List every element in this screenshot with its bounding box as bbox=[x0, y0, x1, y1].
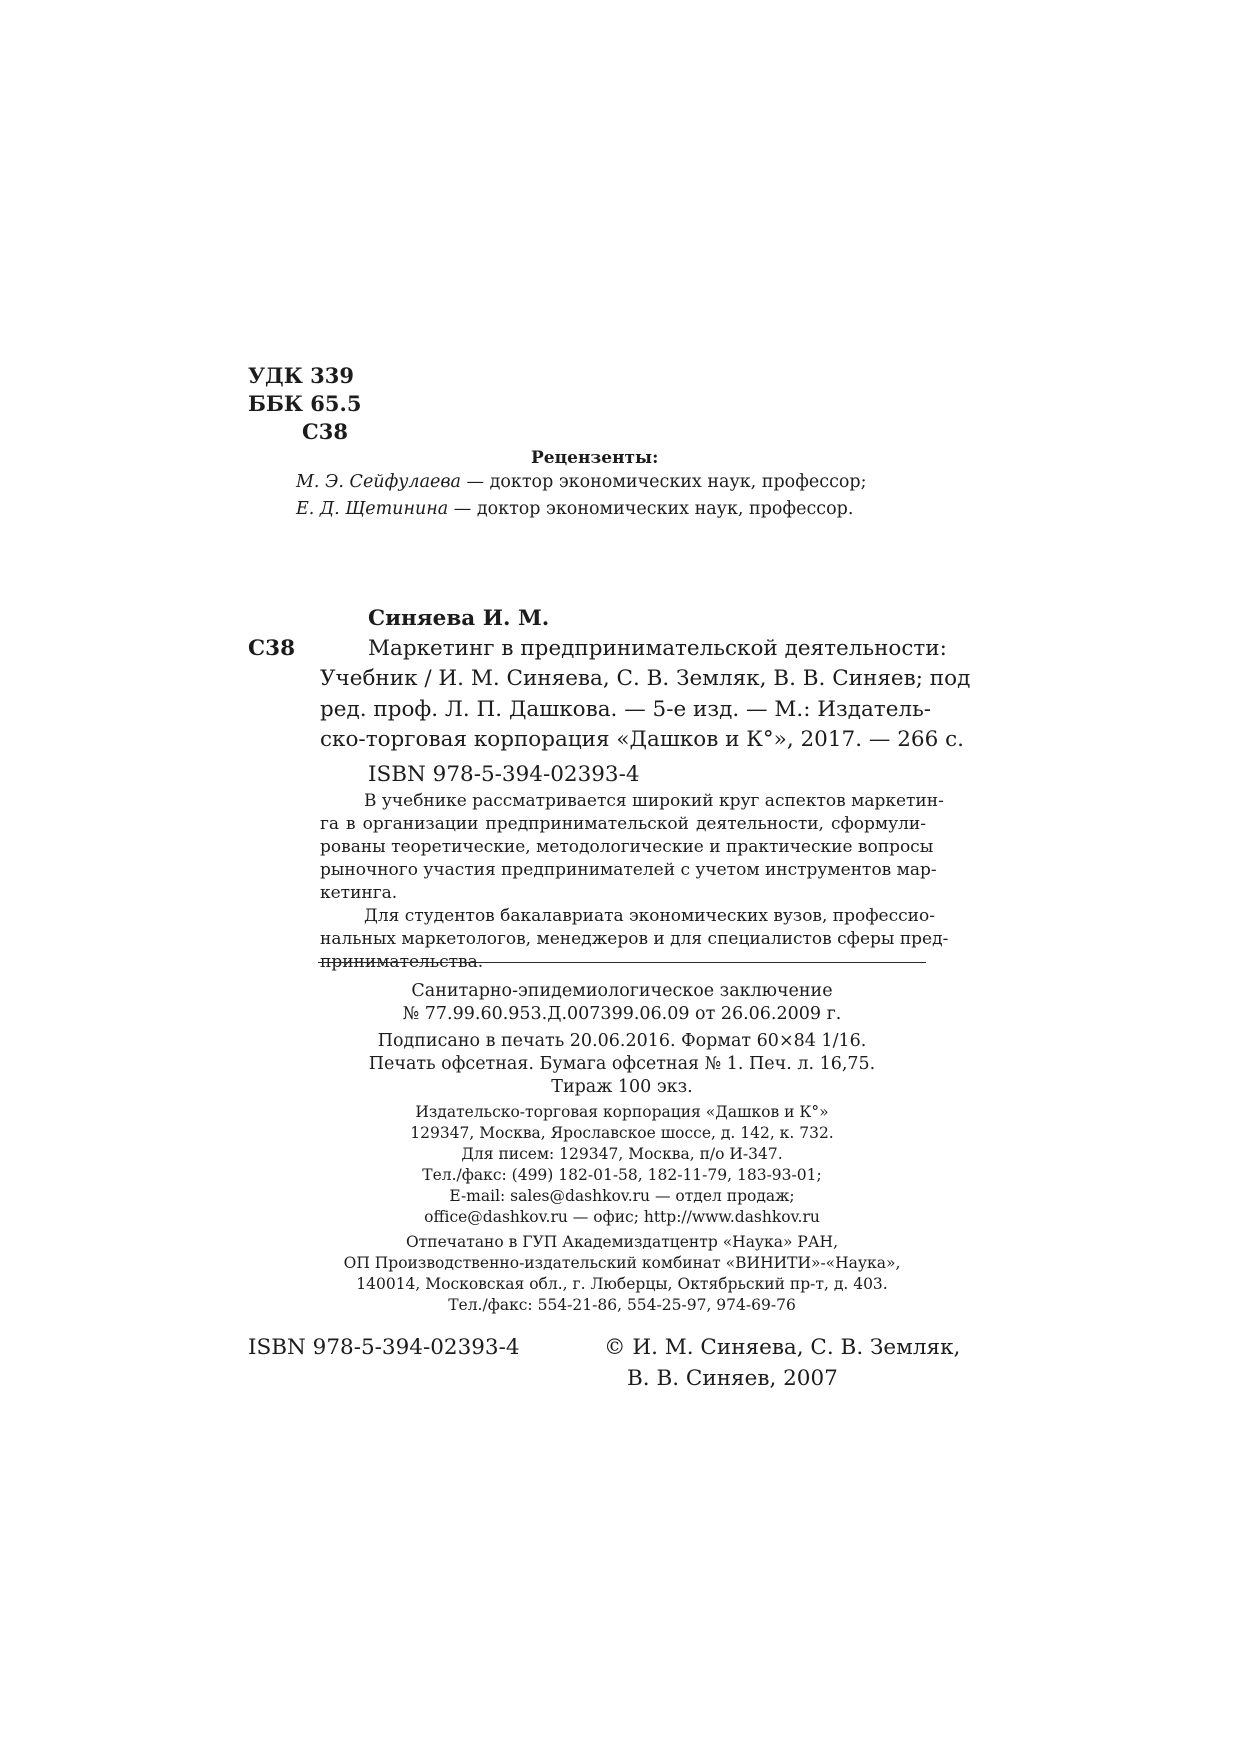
imprint-publisher bbox=[318, 1102, 926, 1228]
record-isbn: ISBN 978-5-394-02393-4 bbox=[368, 762, 640, 787]
record-line: Маркетинг в предпринимательской деятельности: bbox=[368, 636, 947, 661]
imprint-print-info bbox=[318, 1030, 926, 1099]
imprint-line: № 77.99.60.953.Д.007399.06.09 от 26.06.2009 г. bbox=[402, 1004, 842, 1024]
reviewers-title: Рецензенты: bbox=[531, 448, 659, 468]
imprint-line: E-mail: sales@dashkov.ru — отдел продаж; bbox=[449, 1187, 795, 1205]
annotation bbox=[320, 790, 949, 974]
imprint-printer bbox=[318, 1232, 926, 1316]
record-body bbox=[320, 664, 971, 756]
annotation-line: Для студентов бакалавриата экономических вузов, профессио- bbox=[364, 906, 935, 926]
udk-code: УДК 339 bbox=[248, 363, 354, 388]
divider-rule bbox=[318, 962, 926, 963]
imprint-line: Печать офсетная. Бумага офсетная № 1. Печ. л. 16,75. bbox=[368, 1054, 876, 1074]
record-line: ско-торговая корпорация «Дашков и К°», 2017. — 266 с. bbox=[320, 727, 964, 752]
imprint-line: office@dashkov.ru — офис; http://www.dashkov.ru bbox=[424, 1208, 820, 1226]
annotation-line: принимательства. bbox=[320, 952, 484, 972]
reviewer-1-desc: — доктор экономических наук, профессор; bbox=[460, 472, 867, 492]
author-mark: С38 bbox=[302, 419, 348, 444]
copyright-line-1: © И. М. Синяева, С. В. Земляк, bbox=[604, 1335, 961, 1360]
annotation-line: кетинга. bbox=[320, 883, 398, 903]
imprint-line: Тел./факс: 554-21-86, 554-25-97, 974-69-76 bbox=[448, 1296, 796, 1314]
imprint-line: Для писем: 129347, Москва, п/о И-347. bbox=[461, 1145, 783, 1163]
reviewer-2 bbox=[296, 496, 853, 523]
record-mark: С38 bbox=[248, 636, 296, 661]
record-line: ред. проф. Л. П. Дашкова. — 5-е изд. — М.: Издатель- bbox=[320, 696, 932, 722]
imprint-line: ОП Производственно-издательский комбинат «ВИНИТИ»-«Наука», bbox=[343, 1254, 901, 1272]
annotation-line: га в организации предпринимательской деятельности, сформули- bbox=[320, 814, 926, 834]
reviewer-2-name: Е. Д. Щетинина bbox=[296, 499, 449, 519]
reviewer-1-name: М. Э. Сейфулаева bbox=[296, 472, 461, 492]
annotation-line: В учебнике рассматривается широкий круг аспектов маркетин- bbox=[364, 791, 944, 811]
imprint-line: 129347, Москва, Ярославское шоссе, д. 142, к. 732. bbox=[410, 1124, 834, 1142]
imprint-line: Отпечатано в ГУП Академиздатцентр «Наука» РАН, bbox=[405, 1233, 839, 1251]
imprint-sanitary bbox=[318, 980, 926, 1026]
imprint-line: Тираж 100 экз. bbox=[551, 1077, 693, 1097]
annotation-line: рованы теоретические, методологические и практические вопросы bbox=[320, 837, 934, 857]
footer-isbn: ISBN 978-5-394-02393-4 bbox=[248, 1335, 520, 1360]
imprint-line: Издательско-торговая корпорация «Дашков и К°» bbox=[415, 1103, 829, 1121]
record-line: Учебник / И. М. Синяева, С. В. Земляк, В. В. Синяев; под bbox=[320, 666, 971, 691]
imprint-line: Тел./факс: (499) 182-01-58, 182-11-79, 183-93-01; bbox=[422, 1166, 822, 1184]
annotation-line: нальных маркетологов, менеджеров и для специалистов сферы пред- bbox=[320, 929, 949, 949]
record-author: Синяева И. М. bbox=[368, 606, 550, 631]
imprint-line: 140014, Московская обл., г. Люберцы, Октябрьский пр-т, д. 403. bbox=[356, 1275, 888, 1293]
reviewer-1 bbox=[296, 469, 867, 496]
imprint-line: Санитарно-эпидемиологическое заключение bbox=[411, 981, 833, 1001]
reviewer-2-desc: — доктор экономических наук, профессор. bbox=[448, 499, 854, 519]
imprint-line: Подписано в печать 20.06.2016. Формат 60×84 1/16. bbox=[377, 1031, 867, 1051]
annotation-line: рыночного участия предпринимателей с учетом инструментов мар- bbox=[320, 860, 937, 880]
copyright-line-2: В. В. Синяев, 2007 bbox=[627, 1366, 838, 1391]
bbk-code: ББК 65.5 bbox=[248, 391, 362, 416]
record-title-line bbox=[368, 634, 947, 665]
